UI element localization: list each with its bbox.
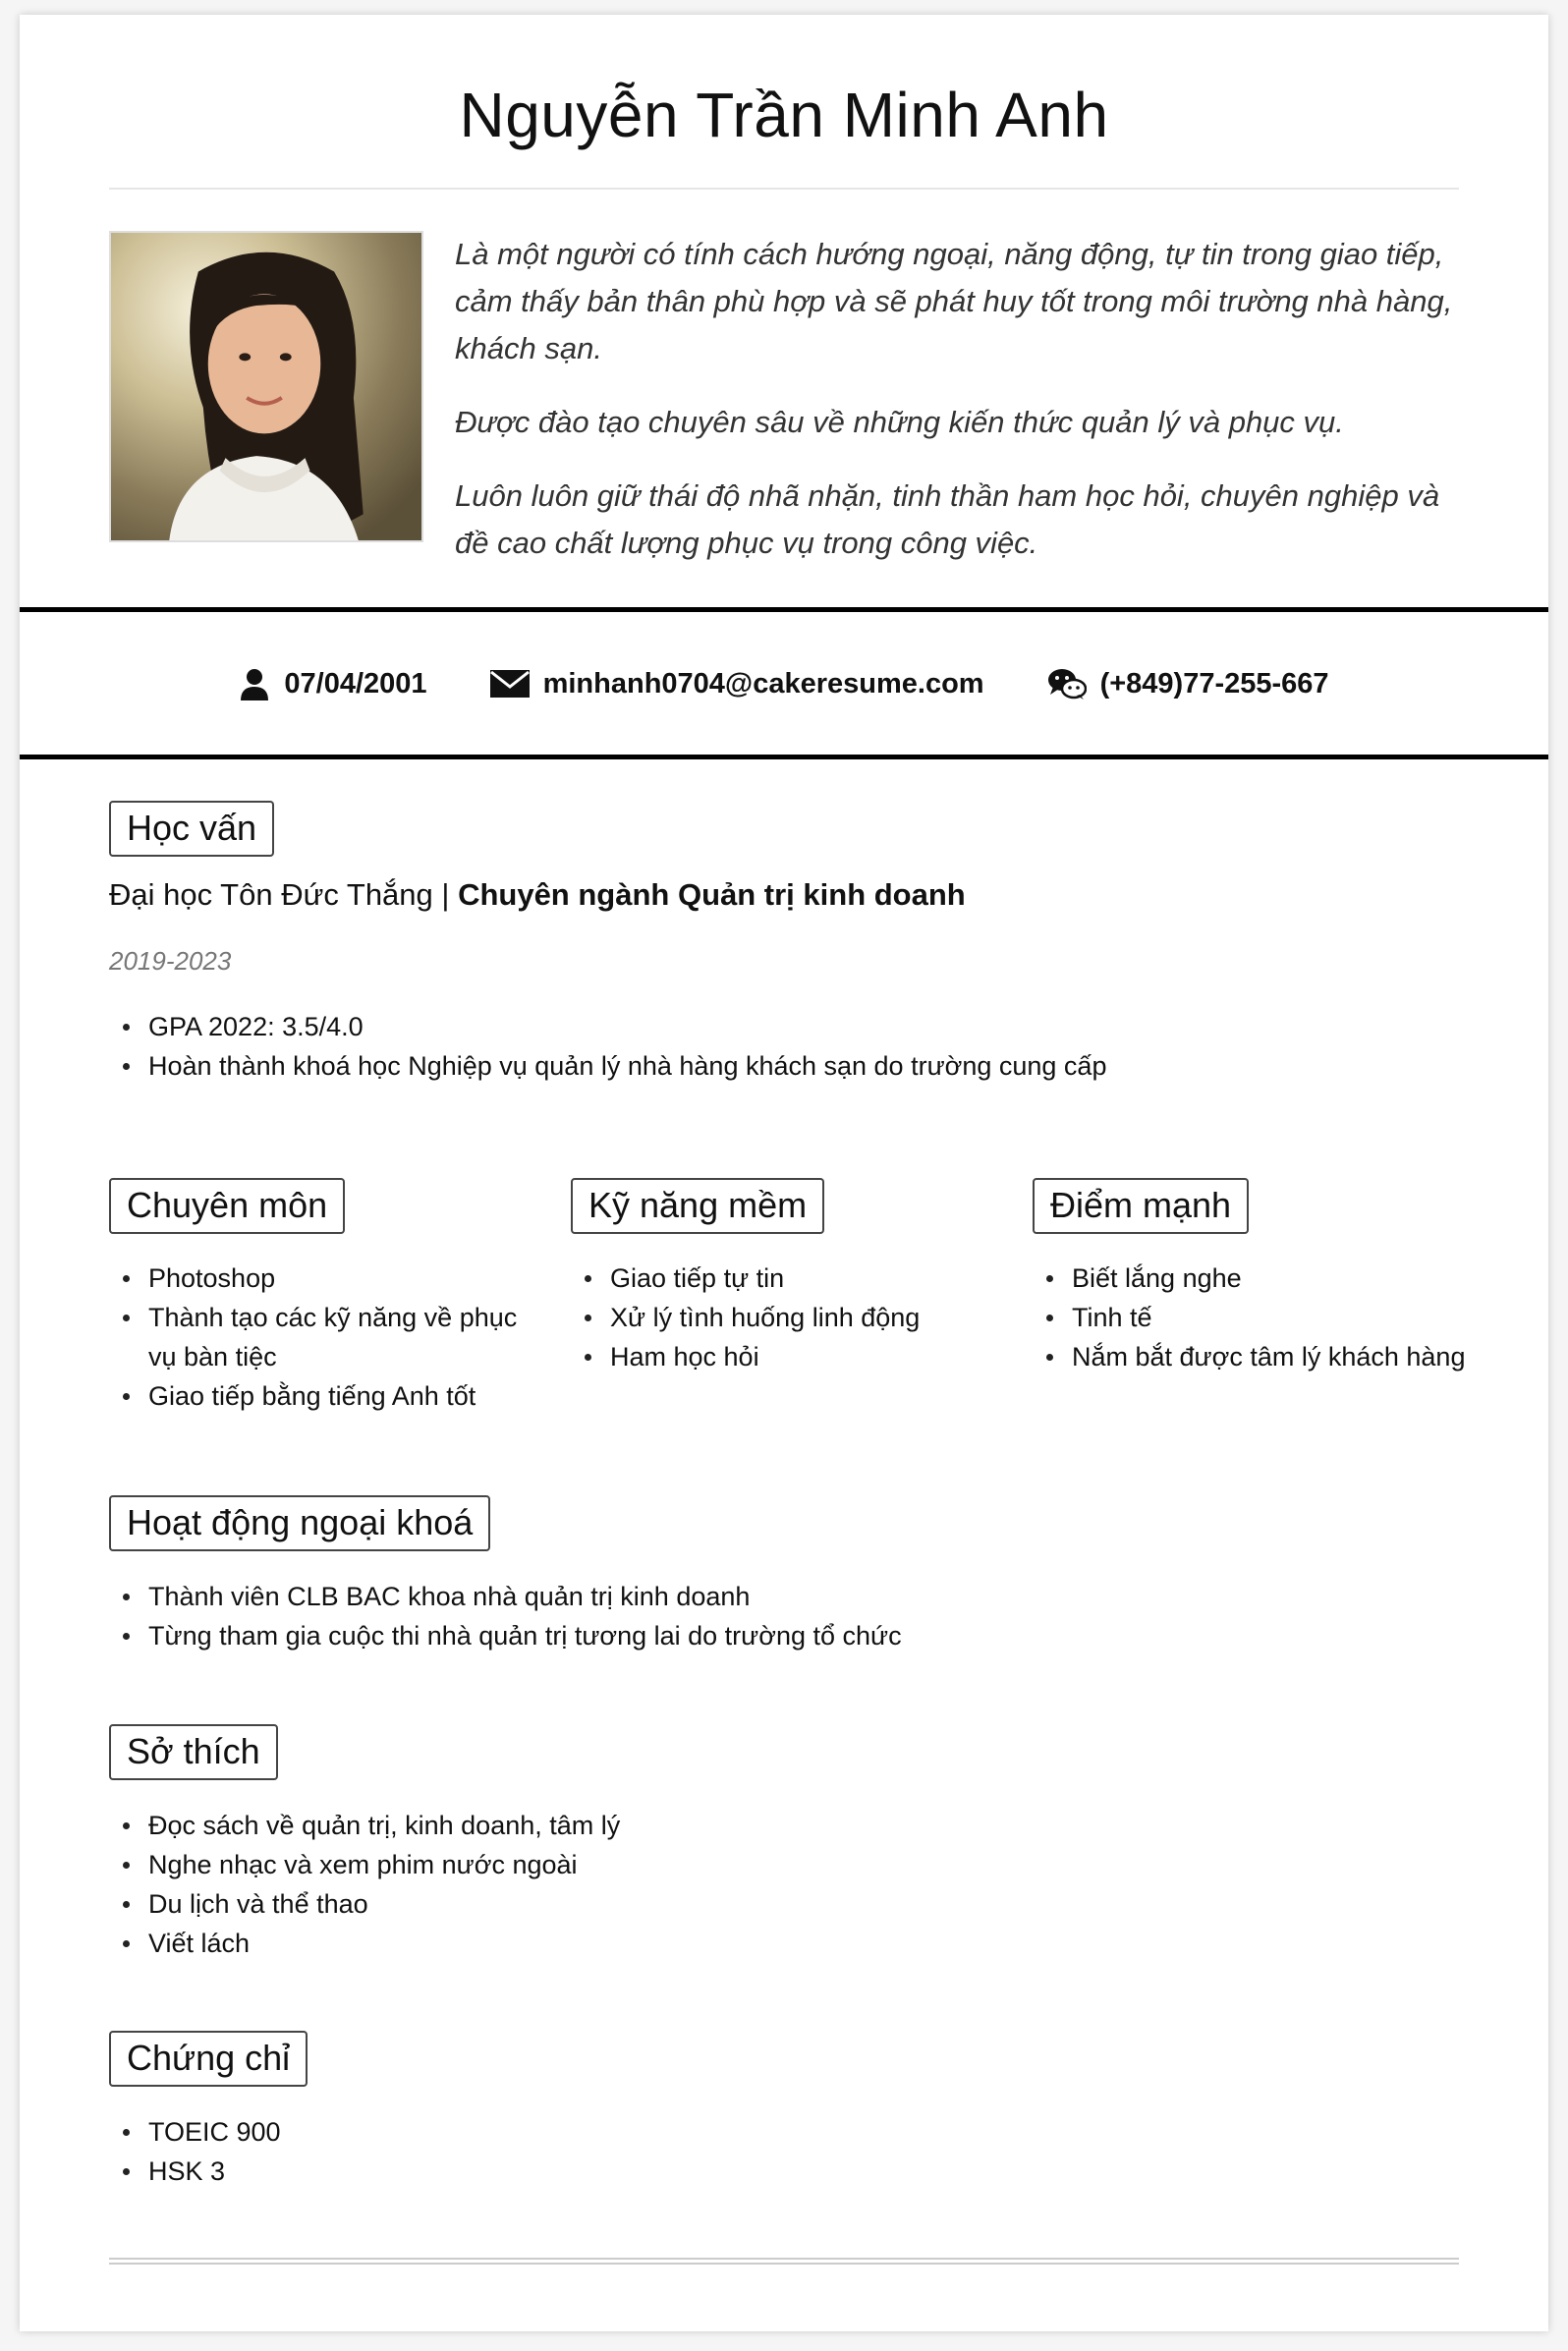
- soft-skills-list: [571, 1259, 1003, 1376]
- list-item: Tinh tế: [1033, 1298, 1504, 1337]
- list-item: Hoàn thành khoá học Nghiệp vụ quản lý nhà hàng khách sạn do trường cung cấp: [109, 1046, 1386, 1086]
- contact-email[interactable]: [490, 668, 984, 700]
- list-item: Photoshop: [109, 1259, 532, 1298]
- list-item: HSK 3: [109, 2152, 1386, 2191]
- list-item: Xử lý tình huống linh động: [571, 1298, 1003, 1337]
- education-heading: Học vấn: [109, 801, 274, 857]
- contact-birthday: [239, 667, 426, 700]
- list-item: Từng tham gia cuộc thi nhà quản trị tương lai do trường tổ chức: [109, 1616, 1386, 1655]
- email-text[interactable]: minhanh0704@cakeresume.com: [542, 667, 984, 700]
- summary-paragraph: Được đào tạo chuyên sâu về những kiến thức quản lý và phục vụ.: [455, 405, 1344, 439]
- education-school-line: [109, 877, 966, 913]
- list-item: Viết lách: [109, 1924, 1386, 1963]
- birthday-text: 07/04/2001: [284, 667, 427, 700]
- list-item: Nghe nhạc và xem phim nước ngoài: [109, 1845, 1386, 1884]
- list-item: Thành tạo các kỹ năng về phục vụ bàn tiệc: [109, 1298, 532, 1376]
- list-item: TOEIC 900: [109, 2112, 1386, 2152]
- list-item: Giao tiếp tự tin: [571, 1259, 1003, 1298]
- expertise-list: [109, 1259, 532, 1416]
- list-item: Thành viên CLB BAC khoa nhà quản trị kinh doanh: [109, 1577, 1386, 1616]
- summary-paragraph: Luôn luôn giữ thái độ nhã nhặn, tinh thần ham học hỏi, chuyên nghiệp và đề cao chất lượng phục vụ trong công việc.: [455, 478, 1440, 560]
- contact-phone[interactable]: [1047, 667, 1329, 700]
- education-years: 2019-2023: [109, 946, 232, 976]
- activities-heading: Hoạt động ngoại khoá: [109, 1495, 490, 1551]
- summary: [455, 231, 1467, 593]
- education-list: [109, 1007, 1386, 1086]
- summary-paragraph: Là một người có tính cách hướng ngoại, năng động, tự tin trong giao tiếp, cảm thấy bản thân phù hợp và sẽ phát huy tốt trong môi trường nhà hàng, khách sạn.: [455, 237, 1453, 365]
- list-item: Du lịch và thể thao: [109, 1884, 1386, 1924]
- major-name: Chuyên ngành Quản trị kinh doanh: [458, 877, 966, 912]
- contact-bar: [20, 607, 1548, 759]
- footer-divider: [109, 2258, 1459, 2265]
- wechat-icon: [1047, 667, 1087, 700]
- list-item: Nắm bắt được tâm lý khách hàng: [1033, 1337, 1504, 1376]
- person-icon: [239, 667, 270, 700]
- envelope-icon: [490, 670, 530, 698]
- profile-photo: [109, 231, 423, 542]
- certificates-heading: Chứng chỉ: [109, 2031, 308, 2087]
- list-item: GPA 2022: 3.5/4.0: [109, 1007, 1386, 1046]
- hobbies-heading: Sở thích: [109, 1724, 278, 1780]
- list-item: Giao tiếp bằng tiếng Anh tốt: [109, 1376, 532, 1416]
- strengths-list: [1033, 1259, 1504, 1376]
- list-item: Biết lắng nghe: [1033, 1259, 1504, 1298]
- school-name: Đại học Tôn Đức Thắng |: [109, 877, 459, 912]
- list-item: Ham học hỏi: [571, 1337, 1003, 1376]
- candidate-name: Nguyễn Trần Minh Anh: [459, 80, 1109, 150]
- soft-skills-heading: Kỹ năng mềm: [571, 1178, 824, 1234]
- activities-list: [109, 1577, 1386, 1655]
- certificates-list: [109, 2112, 1386, 2191]
- title-divider: [109, 188, 1459, 190]
- list-item: Đọc sách về quản trị, kinh doanh, tâm lý: [109, 1806, 1386, 1845]
- strengths-heading: Điểm mạnh: [1033, 1178, 1249, 1234]
- resume-page: [20, 15, 1548, 2331]
- expertise-heading: Chuyên môn: [109, 1178, 345, 1234]
- hobbies-list: [109, 1806, 1386, 1963]
- phone-text[interactable]: (+849)77-255-667: [1099, 667, 1329, 700]
